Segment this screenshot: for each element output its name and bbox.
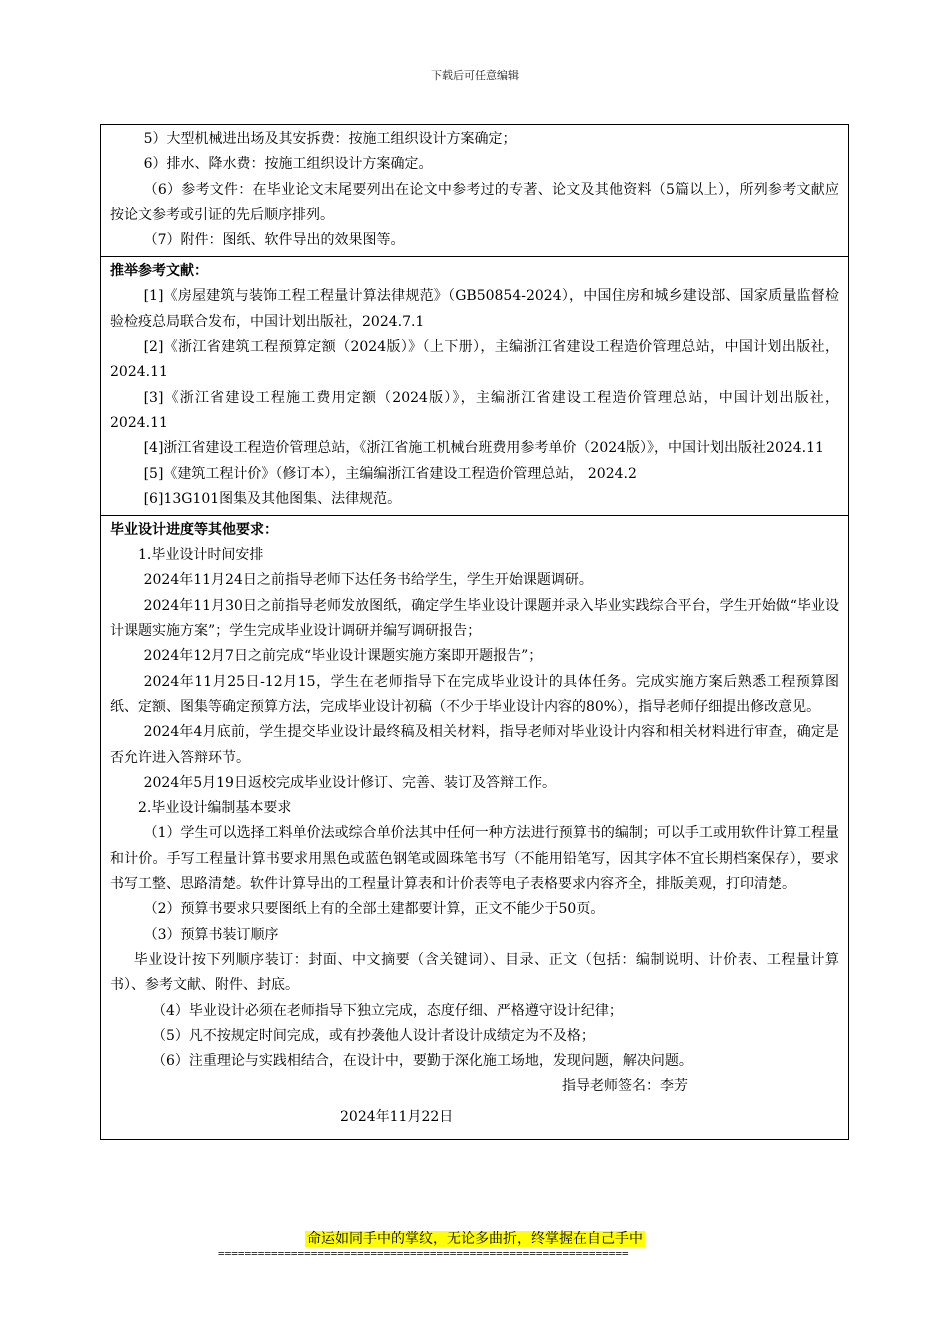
requirement-item: （3）预算书装订顺序 [143, 926, 279, 943]
reference-item: [6]13G101图集及其他图集、法律规范。 [143, 490, 402, 507]
requirement-item: （6）注重理论与实践相结合，在设计中，要勤于深化施工场地，发现问题，解决问题。 [152, 1053, 693, 1070]
paragraph: （7）附件：图纸、软件导出的效果图等。 [143, 232, 405, 249]
header-note: 下载后可任意编辑 [431, 69, 519, 82]
footer-motto [0, 1228, 950, 1248]
reference-item: [4]浙江省建设工程造价管理总站，《浙江省施工机械台班费用参考单价（2024版）》，中国计划出版社2024.11 [143, 440, 824, 457]
paragraph: 5）大型机械进出场及其安拆费：按施工组织设计方案确定； [143, 131, 517, 147]
paragraph: （6）参考文件：在毕业论文末尾要列出在论文中参考过的专著、论文及其他资料（5篇以上），所列参考文献应按论文参考或引证的先后顺序排列。 [110, 181, 839, 223]
paragraph: 6）排水、降水费：按施工组织设计方案确定。 [143, 156, 433, 173]
section-progress [101, 516, 848, 1139]
footer-rule: ============================================================== [218, 1247, 629, 1260]
requirement-item: （1）学生可以选择工料单价法或综合单价法其中任何一种方法进行预算书的编制；可以手工或用软件计算工程量和计价。手写工程量计算书要求用黑色或蓝色钢笔或圆珠笔书写（不能用铅笔写，因其字体不宜长期档案保存），要求书写工整、思路清楚。软件计算导出的工程量计算表和计价表等电子表格要求内容齐全，排版美观，打印清楚。 [110, 825, 839, 893]
section-references [101, 257, 848, 516]
requirements-table [100, 124, 849, 1140]
schedule-item: 2024年11月24日之前指导老师下达任务书给学生，学生开始课题调研。 [143, 572, 593, 589]
requirement-item: （4）毕业设计必须在老师指导下独立完成，态度仔细、严格遵守设计纪律； [152, 1002, 623, 1019]
schedule-item: 2024年5月19日返校完成毕业设计修订、完善、装订及答辩工作。 [143, 774, 556, 791]
motto-text: 命运如同手中的掌纹，无论多曲折，终掌握在自己手中 [307, 1231, 643, 1247]
requirement-item: （2）预算书要求只要图纸上有的全部土建都要计算，正文不能少于50页。 [143, 901, 605, 918]
requirement-item: （5）凡不按规定时间完成，或有抄袭他人设计者设计成绩定为不及格； [152, 1027, 595, 1044]
section-heading: 毕业设计进度等其他要求： [110, 522, 278, 539]
reference-item: [2]《浙江省建筑工程预算定额（2024版）》（上下册），主编浙江省建设工程造价管理总站，中国计划出版社，2024.11 [110, 339, 839, 381]
section-heading: 推举参考文献： [110, 263, 208, 280]
section-continuation [101, 125, 848, 257]
schedule-item: 2024年4月底前，学生提交毕业设计最终稿及相关材料，指导老师对毕业设计内容和相关材料进行审查，确定是否允许进入答辩环节。 [110, 724, 839, 766]
reference-item: [3]《浙江省建设工程施工费用定额（2024版）》，主编浙江省建设工程造价管理总站，中国计划出版社，2024.11 [110, 389, 839, 431]
schedule-item: 2024年11月25日-12月15，学生在老师指导下在完成毕业设计的具体任务。完成实施方案后熟悉工程预算图纸、定额、图集等确定预算方法，完成毕业设计初稿（不少于毕业设计内容的80%），指导老师仔细提出修改意见。 [110, 673, 839, 715]
subheading: 2.毕业设计编制基本要求 [138, 800, 292, 817]
advisor-signature: 指导老师签名：李芳 [562, 1078, 688, 1095]
reference-item: [1]《房屋建筑与装饰工程工程量计算法律规范》（GB50854-2024），中国住房和城乡建设部、国家质量监督检验检疫总局联合发布，中国计划出版社，2024.7.1 [110, 288, 839, 330]
requirement-detail: 毕业设计按下列顺序装订：封面、中文摘要（含关键词）、目录、正文（包括：编制说明、计价表、工程量计算书）、参考文献、附件、封底。 [110, 951, 839, 994]
schedule-item: 2024年12月7日之前完成“毕业设计课题实施方案即开题报告”； [143, 648, 543, 665]
schedule-item: 2024年11月30日之前指导老师发放图纸，确定学生毕业设计课题并录入毕业实践综合平台，学生开始做“毕业设计课题实施方案”；学生完成毕业设计调研并编写调研报告； [110, 597, 839, 640]
signature-date: 2024年11月22日 [340, 1109, 454, 1126]
subheading: 1.毕业设计时间安排 [138, 547, 264, 564]
reference-item: [5]《建筑工程计价》（修订本），主编编浙江省建设工程造价管理总站， 2024.2 [143, 465, 637, 482]
